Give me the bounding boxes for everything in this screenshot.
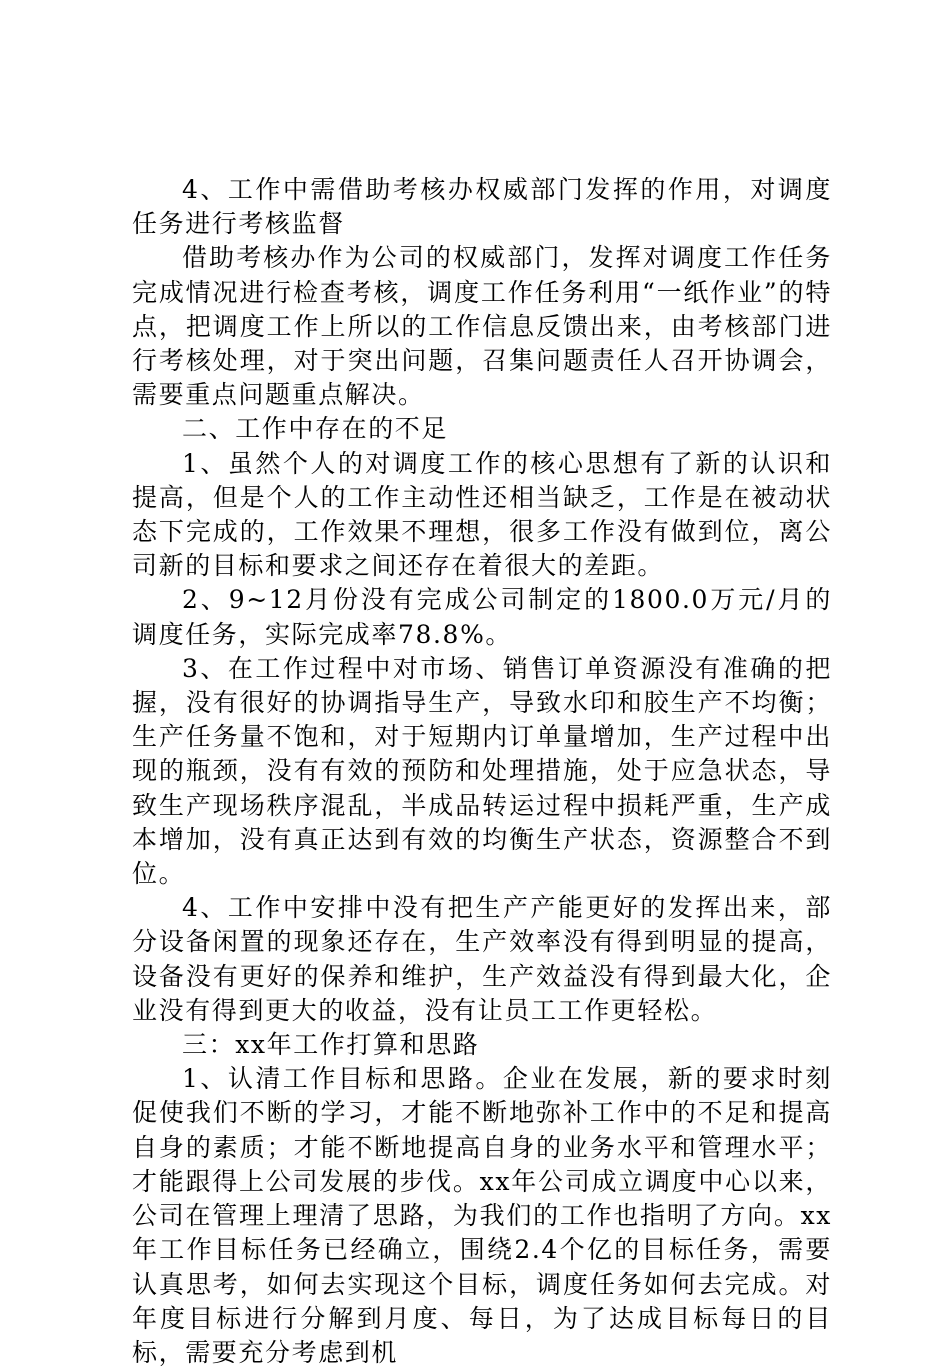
paragraph-section-heading-4: 4、工作中需借助考核办权威部门发挥的作用，对调度任务进行考核监督 — [132, 175, 832, 239]
section-heading-shortcomings: 二、工作中存在的不足 — [182, 414, 449, 444]
paragraph-plan-1: 1、认清工作目标和思路。企业在发展，新的要求时刻促使我们不断的学习，才能不断地弥补工作中的不足和提高自身的素质；才能不断地提高自身的业务水平和管理水平；才能跟得上公司发展的步伐。xx年公司成立调度中心以来，公司在管理上理清了思路，为我们的工作也指明了方向。xx年工作目标任务已经确立，围绕2.4个亿的目标任务，需要认真思考，如何去实现这个目标，调度任务如何去完成。对年度目标进行分解到月度、每日，为了达成目标每日的目标，需要充分考虑到机 — [132, 1064, 832, 1367]
paragraph-shortcoming-2: 2、9~12月份没有完成公司制定的1800.0万元/月的调度任务，实际完成率78.8%。 — [132, 585, 832, 649]
document-body — [132, 173, 832, 1370]
paragraph-assessment: 借助考核办作为公司的权威部门，发挥对调度工作任务完成情况进行检查考核，调度工作任务利用“一纸作业”的特点，把调度工作上所以的工作信息反馈出来，由考核部门进行考核处理，对于突出问题，召集问题责任人召开协调会，需要重点问题重点解决。 — [132, 243, 832, 410]
paragraph-shortcoming-4: 4、工作中安排中没有把生产产能更好的发挥出来，部分设备闲置的现象还存在，生产效率没有得到明显的提高，设备没有更好的保养和维护，生产效益没有得到最大化，企业没有得到更大的收益，没有让员工工作更轻松。 — [132, 893, 832, 1025]
paragraph-shortcoming-1: 1、虽然个人的对调度工作的核心思想有了新的认识和提高，但是个人的工作主动性还相当缺乏，工作是在被动状态下完成的，工作效果不理想，很多工作没有做到位，离公司新的目标和要求之间还存在着很大的差距。 — [132, 448, 832, 581]
section-heading-plans: 三：xx年工作打算和思路 — [182, 1030, 480, 1060]
paragraph-shortcoming-3: 3、在工作过程中对市场、销售订单资源没有准确的把握，没有很好的协调指导生产，导致水印和胶生产不均衡；生产任务量不饱和，对于短期内订单量增加，生产过程中出现的瓶颈，没有有效的预防和处理措施，处于应急状态，导致生产现场秩序混乱，半成品转运过程中损耗严重，生产成本增加，没有真正达到有效的均衡生产状态，资源整合不到位。 — [132, 653, 832, 889]
